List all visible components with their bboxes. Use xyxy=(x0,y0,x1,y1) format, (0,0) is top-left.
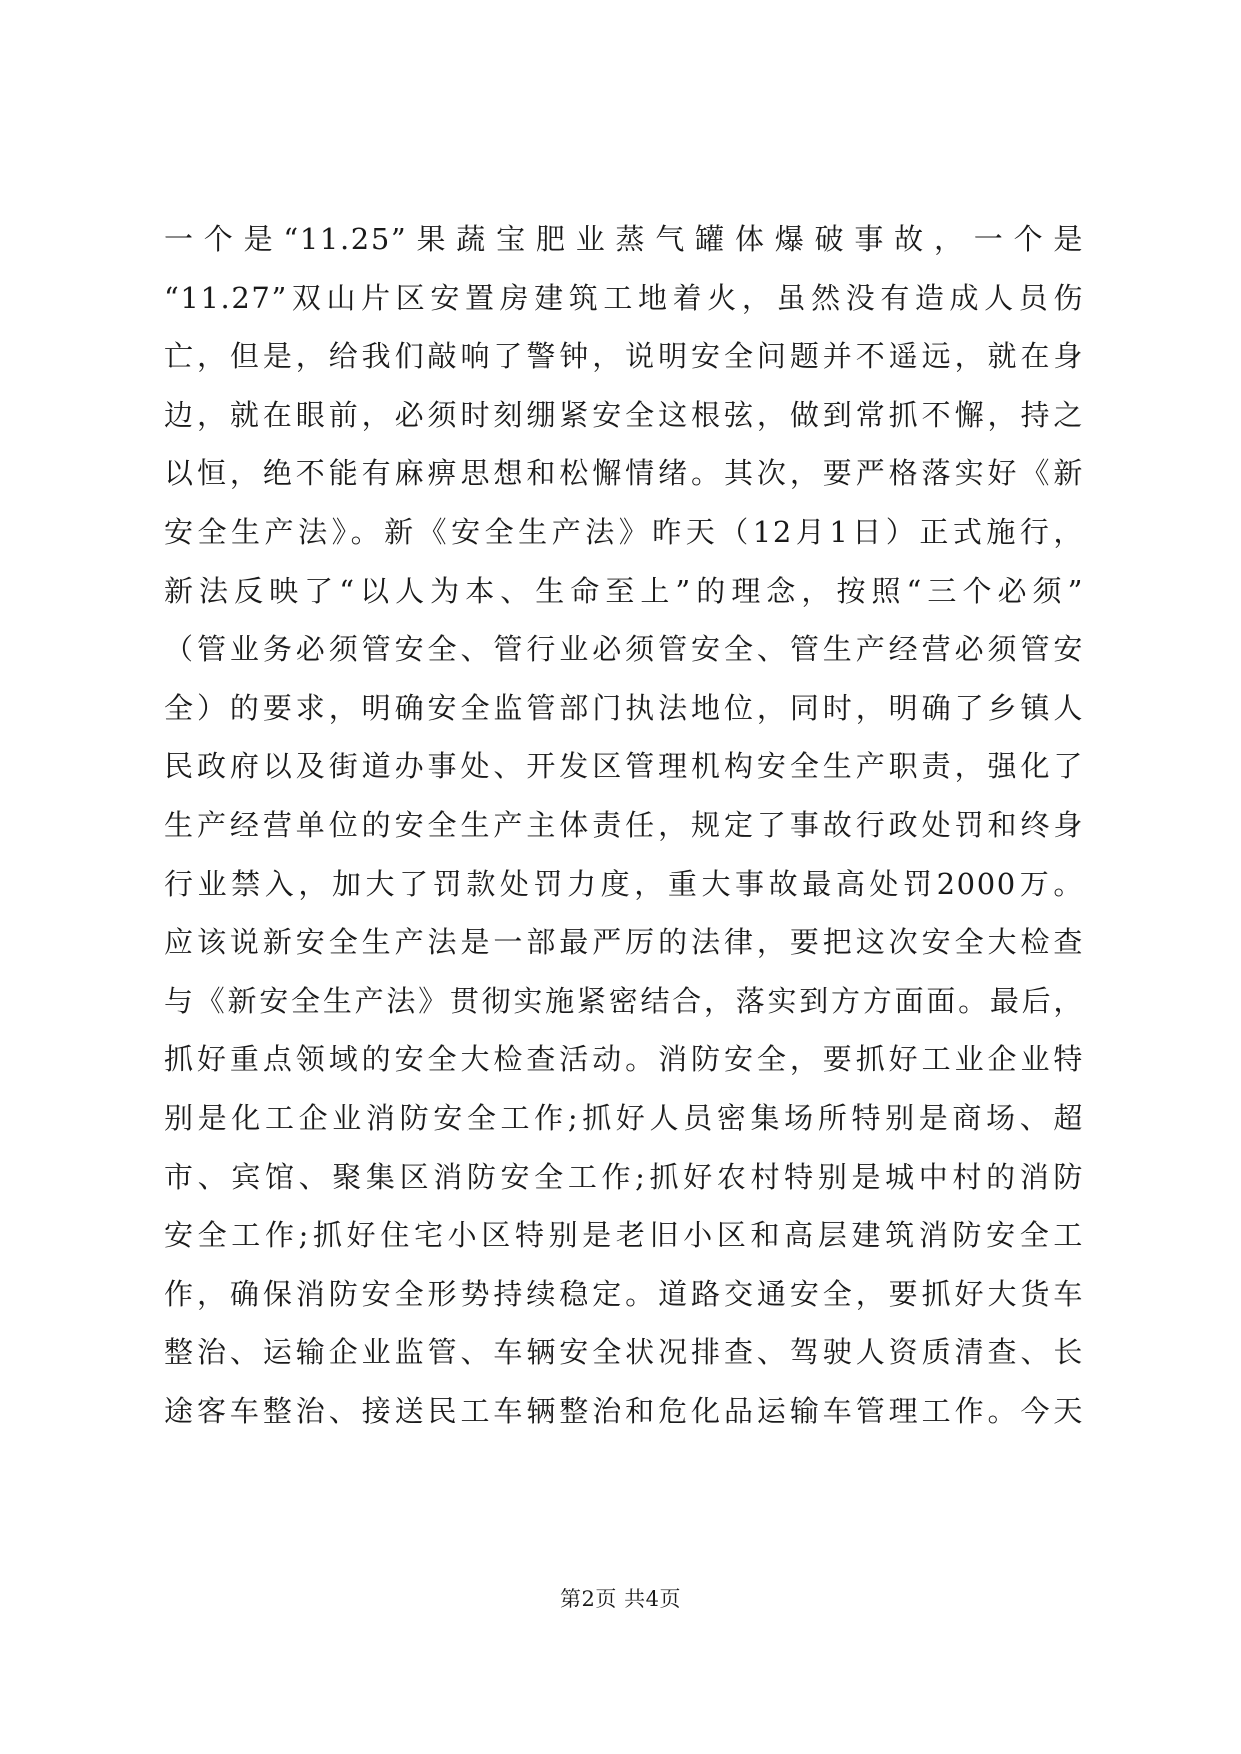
text-line: 民政府以及街道办事处、开发区管理机构安全生产职责，强化了 xyxy=(164,749,1084,784)
text-line: 亡，但是，给我们敲响了警钟，说明安全问题并不遥远，就在身 xyxy=(164,339,1084,374)
text-line: 生产经营单位的安全生产主体责任，规定了事故行政处罚和终身 xyxy=(164,807,1084,842)
text-line: 作，确保消防安全形势持续稳定。道路交通安全，要抓好大货车 xyxy=(164,1276,1084,1311)
text-line: 行业禁入，加大了罚款处罚力度，重大事故最高处罚2000万。 xyxy=(164,866,1084,901)
text-line: 一个是“11.25”果蔬宝肥业蒸气罐体爆破事故，一个是 xyxy=(164,222,1084,256)
text-line: （管业务必须管安全、管行业必须管安全、管生产经营必须管安 xyxy=(164,632,1084,667)
text-line: 市、宾馆、聚集区消防安全工作;抓好农村特别是城中村的消防 xyxy=(164,1159,1084,1194)
text-line: 新法反映了“以人为本、生命至上”的理念，按照“三个必须” xyxy=(164,573,1084,608)
text-line: 别是化工企业消防安全工作;抓好人员密集场所特别是商场、超 xyxy=(164,1100,1084,1135)
text-line: 途客车整治、接送民工车辆整治和危化品运输车管理工作。今天 xyxy=(164,1393,1084,1428)
text-line: 全）的要求，明确安全监管部门执法地位，同时，明确了乡镇人 xyxy=(164,690,1084,725)
text-line: “11.27”双山片区安置房建筑工地着火，虽然没有造成人员伤 xyxy=(164,280,1084,315)
page-number-label: 第2页 共4页 xyxy=(560,1587,681,1611)
text-line: 以恒，绝不能有麻痹思想和松懈情绪。其次，要严格落实好《新 xyxy=(164,456,1084,491)
text-line: 抓好重点领域的安全大检查活动。消防安全，要抓好工业企业特 xyxy=(164,1042,1084,1077)
text-line: 边，就在眼前，必须时刻绷紧安全这根弦，做到常抓不懈，持之 xyxy=(164,397,1084,432)
text-line: 安全生产法》。新《安全生产法》昨天（12月1日）正式施行， xyxy=(164,514,1084,549)
text-line: 安全工作;抓好住宅小区特别是老旧小区和高层建筑消防安全工 xyxy=(164,1218,1084,1253)
text-line: 应该说新安全生产法是一部最严厉的法律，要把这次安全大检查 xyxy=(164,925,1084,960)
text-line: 与《新安全生产法》贯彻实施紧密结合，落实到方方面面。最后， xyxy=(164,983,1084,1018)
body-paragraph xyxy=(164,210,1084,1440)
page-footer xyxy=(0,1584,1241,1614)
text-line: 整治、运输企业监管、车辆安全状况排查、驾驶人资质清查、长 xyxy=(164,1335,1084,1370)
